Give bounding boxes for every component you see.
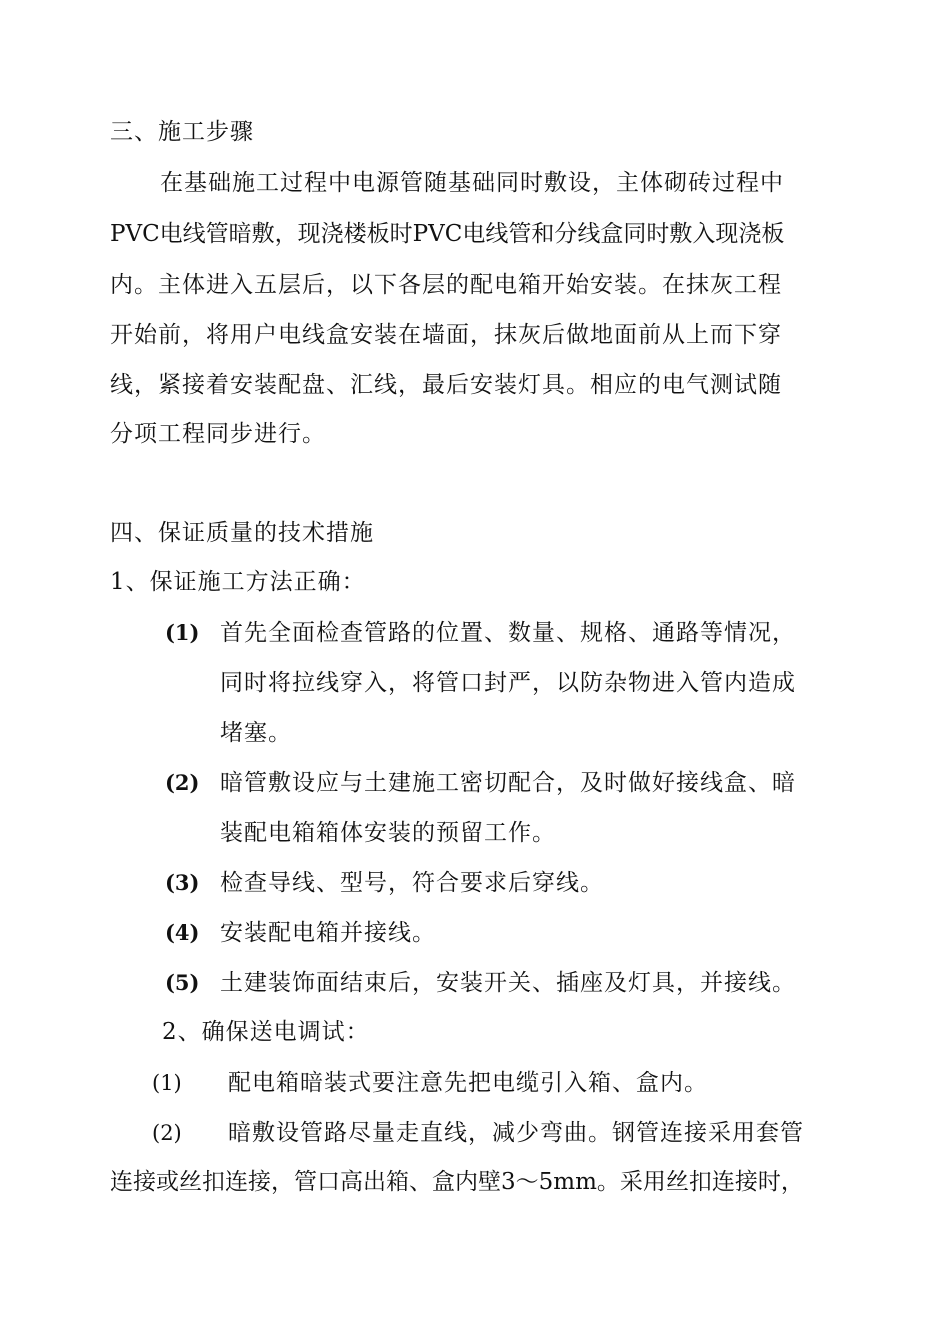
subsection-1-title: 1、保证施工方法正确：: [110, 569, 366, 595]
item-text-line: 连接或丝扣连接，管口高出箱、盒内壁3～5mm。采用丝扣连接时，: [110, 1169, 804, 1195]
subsection-2-title: 2、确保送电调试：: [162, 1019, 370, 1045]
item-number: (1): [152, 1071, 182, 1095]
paragraph-line: 开始前，将用户电线盒安装在墙面，抹灰后做地面前从上而下穿: [110, 322, 782, 348]
paragraph-line: PVC电线管暗敷，现浇楼板时PVC电线管和分线盒同时敷入现浇板: [110, 221, 785, 247]
item-text-line: 装配电箱箱体安装的预留工作。: [220, 820, 556, 846]
item-number: (1): [165, 620, 200, 645]
paragraph-line: 内。主体进入五层后，以下各层的配电箱开始安装。在抹灰工程: [110, 272, 782, 298]
section-4-heading: 四、保证质量的技术措施: [110, 520, 374, 546]
item-number: (5): [165, 970, 200, 995]
paragraph-line: 线，紧接着安装配盘、汇线，最后安装灯具。相应的电气测试随: [110, 372, 782, 398]
item-text-line: 堵塞。: [220, 720, 292, 746]
item-text-line: 检查导线、型号，符合要求后穿线。: [220, 870, 604, 896]
item-text-line: 暗管敷设应与土建施工密切配合，及时做好接线盒、暗: [220, 770, 796, 796]
paragraph-line: 在基础施工过程中电源管随基础同时敷设，主体砌砖过程中: [160, 170, 784, 196]
item-text-line: 暗敷设管路尽量走直线，减少弯曲。钢管连接采用套管: [228, 1120, 804, 1146]
item-number: (4): [165, 920, 200, 945]
item-text-line: 安装配电箱并接线。: [220, 920, 436, 946]
item-number: (2): [152, 1121, 182, 1145]
item-text-line: 同时将拉线穿入，将管口封严，以防杂物进入管内造成: [220, 670, 796, 696]
item-number: (2): [165, 770, 200, 795]
item-text-line: 首先全面检查管路的位置、数量、规格、通路等情况，: [220, 620, 796, 646]
item-text-line: 土建装饰面结束后，安装开关、插座及灯具，并接线。: [220, 970, 796, 996]
item-text-line: 配电箱暗装式要注意先把电缆引入箱、盒内。: [228, 1070, 708, 1096]
paragraph-line: 分项工程同步进行。: [110, 421, 326, 447]
item-number: (3): [165, 870, 200, 895]
section-3-heading: 三、施工步骤: [110, 119, 254, 145]
